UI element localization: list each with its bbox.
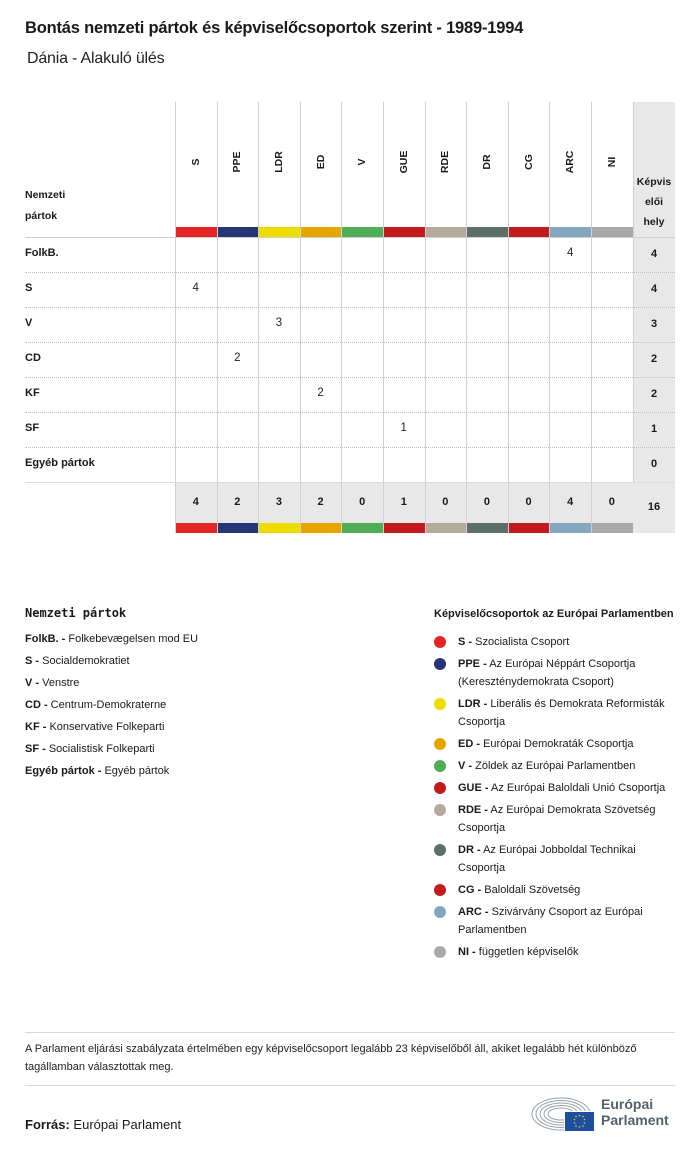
column-header-s	[175, 102, 217, 227]
column-total: 0	[442, 496, 449, 508]
column-total: 0	[483, 496, 490, 508]
row-header-line: Nemzeti	[25, 189, 66, 201]
column-header-label: LDR	[272, 151, 285, 173]
group-legend-item	[434, 943, 684, 961]
group-color-bar	[342, 523, 383, 533]
row-label: FolkB.	[25, 247, 59, 259]
row-total: 4	[650, 248, 658, 260]
party-abbr: KF -	[25, 721, 47, 733]
logo-line: Parlament	[601, 1112, 669, 1128]
group-abbr: V -	[458, 760, 473, 772]
source	[25, 1117, 181, 1132]
row-divider	[25, 412, 675, 413]
national-legend-item	[25, 716, 198, 738]
group-abbr: DR -	[458, 844, 481, 856]
group-legend-item	[434, 881, 684, 899]
group-color-bar	[259, 523, 300, 533]
column-header-label: CG	[522, 154, 535, 170]
group-color-bar	[426, 227, 467, 237]
divider	[25, 1085, 675, 1086]
group-color-bar	[342, 227, 383, 237]
column-header-ni	[591, 102, 633, 227]
color-dot-icon	[434, 782, 446, 794]
group-color-bar	[384, 523, 425, 533]
column-header-cg	[508, 102, 550, 227]
party-name: Egyéb pártok	[104, 765, 170, 777]
column-total: 2	[317, 496, 324, 508]
group-legend-item	[434, 735, 684, 753]
party-name: Folkebevægelsen mod EU	[68, 633, 199, 645]
group-color-bar	[467, 523, 508, 533]
national-legend-item	[25, 628, 198, 650]
color-dot-icon	[434, 760, 446, 772]
group-legend-item	[434, 655, 684, 691]
column-header-label: ED	[314, 154, 327, 170]
column-header-label: S	[189, 158, 202, 166]
national-legend-item	[25, 694, 198, 716]
divider	[25, 1032, 675, 1033]
row-total: 3	[650, 318, 658, 330]
row-divider	[25, 447, 675, 448]
group-name: Szocialista Csoport	[475, 636, 570, 648]
footnote: A Parlament eljárási szabályzata értelmében egy képviselőcsoport legalább 23 képviselőből áll, akiket legalább hét különböző tagállamban választottak meg.	[25, 1043, 637, 1073]
european-parliament-logo	[531, 1094, 681, 1134]
hemicycle-flag-icon	[531, 1094, 597, 1132]
group-color-bar	[218, 523, 259, 533]
color-dot-icon	[434, 738, 446, 750]
group-abbr: NI -	[458, 946, 476, 958]
column-total: 0	[608, 496, 615, 508]
group-name: Az Európai Néppárt Csoportja (Kereszténydemokrata Csoport)	[458, 658, 636, 688]
row-total: 2	[650, 388, 658, 400]
column-total: 1	[400, 496, 407, 508]
logo-text	[601, 1096, 669, 1128]
party-name: Centrum-Demokraterne	[50, 699, 167, 711]
group-color-bar	[550, 523, 591, 533]
group-name: Az Európai Baloldali Unió Csoportja	[491, 782, 666, 794]
party-abbr: S -	[25, 655, 40, 667]
group-abbr: ARC -	[458, 906, 489, 918]
total-header-line: Képvis	[636, 176, 672, 188]
group-color-bar	[509, 227, 550, 237]
column-header-label: PPE	[231, 151, 244, 173]
total-header-line: elői	[644, 196, 664, 208]
row-label: S	[25, 282, 33, 294]
column-header-dr	[466, 102, 508, 227]
source-value: Európai Parlament	[73, 1117, 182, 1132]
group-name: független képviselők	[478, 946, 579, 958]
row-total: 1	[650, 423, 658, 435]
party-abbr: SF -	[25, 743, 46, 755]
group-abbr: S -	[458, 636, 473, 648]
column-total: 4	[567, 496, 574, 508]
column-total: 4	[192, 496, 199, 508]
group-legend-item	[434, 801, 684, 837]
group-legend-item	[434, 633, 684, 651]
group-color-bar	[509, 523, 550, 533]
group-color-bar	[550, 227, 591, 237]
column-total: 0	[359, 496, 366, 508]
column-header-rde	[425, 102, 467, 227]
row-divider	[25, 342, 675, 343]
color-dot-icon	[434, 906, 446, 918]
group-color-bar	[176, 227, 217, 237]
group-legend-item	[434, 903, 684, 939]
group-name: Liberális és Demokrata Reformisták Csoportja	[458, 698, 665, 728]
table-cell: 2	[234, 352, 241, 364]
column-header-ppe	[217, 102, 259, 227]
table-cell: 3	[275, 317, 283, 329]
group-name: Európai Demokraták Csoportja	[483, 738, 634, 750]
row-label: KF	[25, 387, 40, 399]
column-header-label: GUE	[397, 150, 410, 174]
color-dot-icon	[434, 636, 446, 648]
column-header-ed	[300, 102, 342, 227]
group-abbr: ED -	[458, 738, 480, 750]
groups-legend	[434, 607, 684, 965]
seat-breakdown-table	[0, 0, 700, 560]
group-name: Baloldali Szövetség	[484, 884, 581, 896]
chart-subtitle: Dánia - Alakuló ülés	[27, 50, 165, 67]
row-label: Egyéb pártok	[25, 457, 95, 469]
group-color-bar	[259, 227, 300, 237]
national-legend-item	[25, 650, 198, 672]
table-cell: 4	[566, 247, 574, 259]
table-cell: 4	[192, 282, 199, 294]
group-abbr: GUE -	[458, 782, 489, 794]
column-header-label: NI	[605, 156, 618, 168]
group-name: Az Európai Demokrata Szövetség Csoportja	[458, 804, 656, 834]
group-name: Szivárvány Csoport az Európai Parlamentben	[458, 906, 643, 936]
column-header-label: RDE	[439, 150, 452, 174]
group-color-bar	[592, 227, 633, 237]
party-abbr: Egyéb pártok -	[25, 765, 102, 777]
row-divider	[25, 377, 675, 378]
group-legend-item	[434, 695, 684, 731]
group-color-bar	[592, 523, 633, 533]
row-total: 4	[650, 283, 658, 295]
source-label: Forrás:	[25, 1117, 70, 1132]
groups-legend-title: Képviselőcsoportok az Európai Parlamentben	[434, 608, 674, 620]
color-dot-icon	[434, 804, 446, 816]
row-label: CD	[25, 352, 41, 364]
party-name: Socialistisk Folkeparti	[48, 743, 155, 755]
group-legend-item	[434, 757, 684, 775]
row-header	[25, 185, 65, 227]
party-name: Venstre	[42, 677, 80, 689]
group-color-bar	[467, 227, 508, 237]
group-legend-item	[434, 841, 684, 877]
group-color-bar	[301, 227, 342, 237]
grand-total: 16	[647, 501, 661, 513]
logo-line: Európai	[601, 1096, 654, 1112]
row-label: SF	[25, 422, 40, 434]
column-total: 2	[234, 496, 241, 508]
total-column-header	[633, 172, 675, 232]
national-legend-item	[25, 672, 198, 694]
row-label: V	[25, 317, 33, 329]
column-header-ldr	[258, 102, 300, 227]
group-color-bar	[301, 523, 342, 533]
column-total: 0	[525, 496, 532, 508]
row-divider	[25, 272, 675, 273]
party-name: Konservative Folkeparti	[49, 721, 165, 733]
group-abbr: PPE -	[458, 658, 487, 670]
group-color-bar	[426, 523, 467, 533]
group-color-bar	[176, 523, 217, 533]
color-dot-icon	[434, 698, 446, 710]
group-legend-item	[434, 779, 684, 797]
group-name: Zöldek az Európai Parlamentben	[475, 760, 636, 772]
party-abbr: CD -	[25, 699, 48, 711]
total-header-line: hely	[643, 216, 665, 228]
group-abbr: LDR -	[458, 698, 488, 710]
group-abbr: RDE -	[458, 804, 488, 816]
row-total: 2	[650, 353, 658, 365]
column-header-arc	[549, 102, 591, 227]
national-legend-item	[25, 760, 198, 782]
column-header-label: V	[356, 158, 369, 166]
group-color-bar	[218, 227, 259, 237]
color-dot-icon	[434, 946, 446, 958]
color-dot-icon	[434, 884, 446, 896]
row-total: 0	[650, 458, 658, 470]
column-total: 3	[275, 496, 282, 508]
group-name: Az Európai Jobboldal Technikai Csoportja	[458, 844, 636, 874]
row-header-line: pártok	[25, 210, 58, 222]
column-header-label: ARC	[564, 150, 577, 174]
table-cell: 2	[317, 387, 324, 399]
row-divider	[25, 482, 675, 483]
group-abbr: CG -	[458, 884, 482, 896]
national-legend-item	[25, 738, 198, 760]
header-divider	[25, 237, 675, 238]
column-header-gue	[383, 102, 425, 227]
column-header-v	[341, 102, 383, 227]
color-dot-icon	[434, 658, 446, 670]
national-legend-title: Nemzeti pártok	[25, 606, 127, 620]
party-abbr: V -	[25, 677, 40, 689]
group-color-bar	[384, 227, 425, 237]
row-divider	[25, 307, 675, 308]
national-parties-legend	[25, 606, 198, 782]
chart-title: Bontás nemzeti pártok és képviselőcsoportok szerint - 1989-1994	[25, 19, 524, 37]
table-cell: 1	[400, 422, 407, 434]
party-abbr: FolkB. -	[25, 633, 66, 645]
column-header-label: DR	[480, 154, 493, 170]
party-name: Socialdemokratiet	[42, 655, 130, 667]
color-dot-icon	[434, 844, 446, 856]
